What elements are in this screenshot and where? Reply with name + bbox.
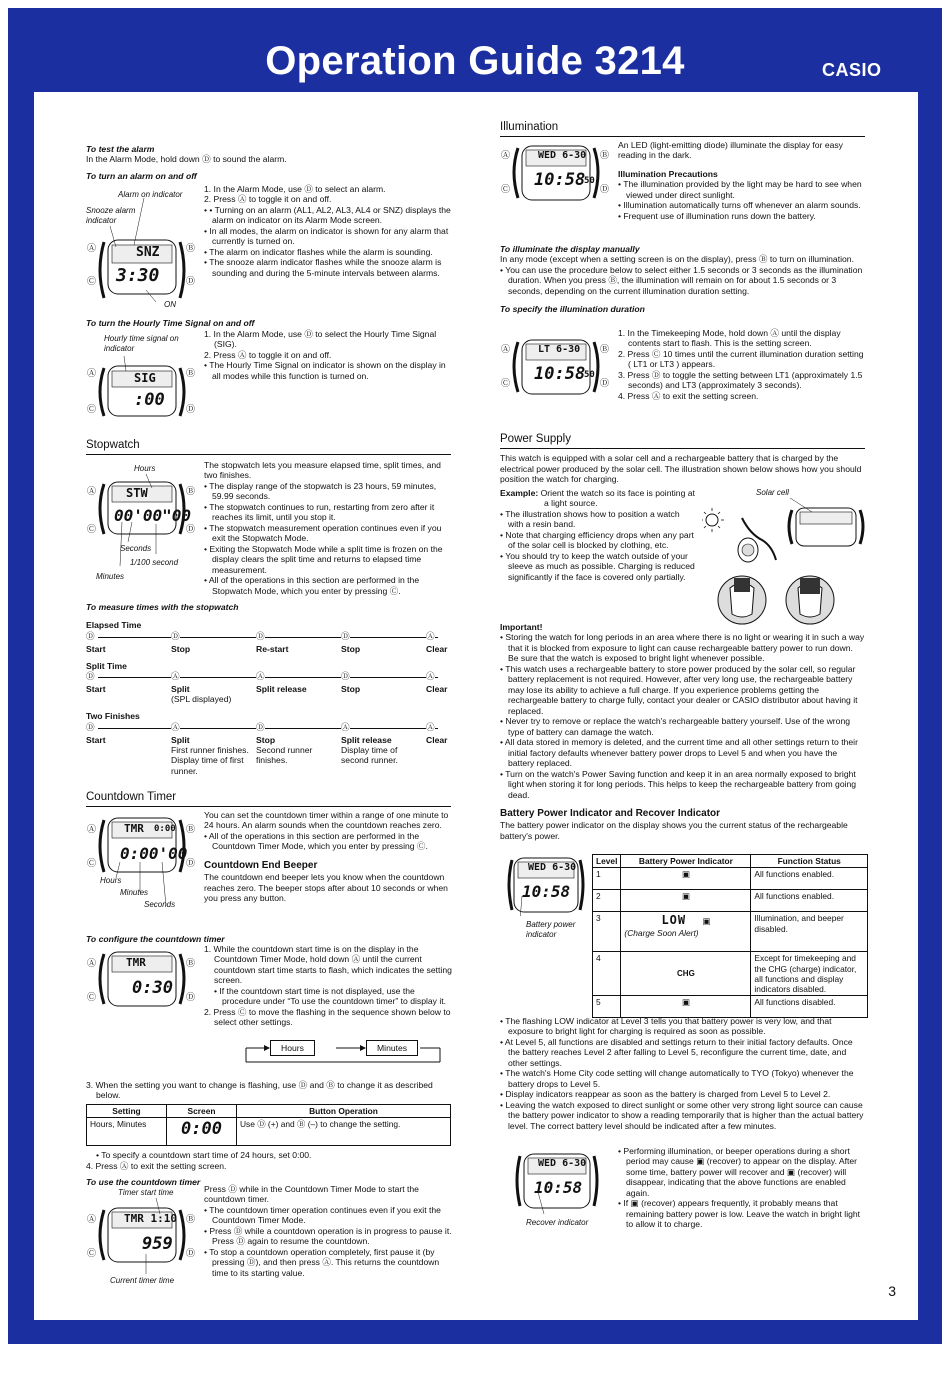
after-step: 4. Press Ⓐ to exit the setting screen.	[86, 1160, 227, 1171]
flow-action: Stop	[341, 684, 361, 695]
dur-lcd-top: LT 6-30	[538, 344, 581, 355]
two-finishes-label: Two Finishes	[86, 711, 140, 722]
flow-button: Ⓐ	[171, 671, 180, 682]
flow-button: Ⓐ	[426, 721, 435, 732]
flow-action: Start	[86, 684, 106, 695]
alarm-watch-figure	[86, 190, 198, 310]
solar-illustration	[702, 488, 868, 628]
config-watch-figure	[86, 948, 206, 1018]
flow-button: Ⓓ	[341, 671, 350, 682]
step3-text: 3. When the setting you want to change is flashing, use Ⓓ and Ⓑ to change it as described below.	[86, 1080, 433, 1101]
battery-table	[592, 854, 868, 1018]
stopwatch-lcd-main: 00'00"00	[114, 506, 192, 525]
stopwatch-intro: The stopwatch lets you measure elapsed time, split times, and two finishes.	[204, 460, 441, 481]
svg-text:Ⓐ: Ⓐ	[87, 1215, 97, 1225]
stopwatch-lcd-top: STW	[126, 486, 148, 500]
flow-action: Start	[86, 643, 106, 654]
flow-action: Stop	[341, 643, 361, 654]
illum-lcd-sec: 50	[584, 176, 595, 186]
use-bullet: • Press Ⓓ while a countdown operation is in progress to pause it. Press Ⓓ again to resume the countdown.	[204, 1226, 452, 1247]
dur-step: 2. Press Ⓒ 10 times until the current illumination duration setting ( LT1 or LT3 ) appears.	[618, 348, 864, 370]
split-label: Split Time	[86, 660, 127, 671]
hourly-lcd-main: :00	[134, 390, 165, 410]
table-cell: Use Ⓓ (+) and Ⓑ (–) to change the setting.	[237, 1118, 451, 1146]
hourly-step-3: • The Hourly Time Signal on indicator is shown on the display in all modes while this function is turned on.	[204, 360, 446, 381]
illum-lcd-top: WED 6-30	[538, 150, 587, 161]
alarm-steps	[204, 184, 452, 278]
svg-text:Ⓒ: Ⓒ	[87, 525, 97, 535]
power-title: Power Supply	[500, 432, 865, 449]
low-indicator: LOW	[661, 913, 687, 928]
two-note: First runner finishes. Display time of first runner.	[171, 744, 249, 776]
flow-button: Ⓐ	[171, 721, 180, 732]
table-cell: Except for timekeeping and the CHG (charge) indicator, all functions and display indicators disabled.	[751, 952, 868, 996]
illum-lcd-main: 10:58	[534, 170, 586, 190]
table-cell: Illumination, and beeper disabled.	[751, 912, 868, 952]
sequence-diagram	[244, 1040, 442, 1066]
hourly-watch-figure	[86, 334, 198, 424]
after-note: • To specify a countdown start time of 24 hours, set 0:00.	[96, 1150, 312, 1161]
measure-title: To measure times with the stopwatch	[86, 602, 239, 612]
svg-text:Ⓐ: Ⓐ	[87, 487, 97, 497]
recover-lcd-top: WED 6-30	[538, 1158, 587, 1169]
svg-text:Ⓒ: Ⓒ	[501, 185, 511, 195]
flow-arrow	[98, 637, 438, 638]
flow-button: Ⓐ	[341, 721, 350, 732]
brand-logo: CASIO	[822, 60, 882, 80]
flow-action: Clear	[426, 734, 448, 745]
important-bullet: • Never try to remove or replace the watch's rechargeable battery yourself. Use of the wrong type of battery can damage the watch.	[500, 716, 865, 737]
svg-text:Ⓐ: Ⓐ	[501, 151, 511, 161]
recover-text	[618, 1146, 866, 1230]
manual-text: In any mode (except when a setting screen is on the display), press Ⓑ to turn on illumination.	[500, 254, 854, 265]
elapsed-flow	[86, 631, 451, 655]
svg-text:Ⓑ: Ⓑ	[186, 369, 196, 379]
page-title: Operation Guide 3214	[265, 39, 685, 83]
bpi-lcd-top: WED 6-30	[528, 862, 577, 873]
table-cell: Hours, Minutes	[87, 1118, 167, 1146]
flow-action: Clear	[426, 643, 448, 654]
svg-text:Ⓐ: Ⓐ	[87, 369, 97, 379]
flow-button: Ⓓ	[256, 630, 265, 641]
use-intro: Press Ⓓ while in the Countdown Timer Mode to start the countdown timer.	[204, 1184, 419, 1205]
flow-action: Start	[86, 734, 106, 745]
dur-step: 1. In the Timekeeping Mode, hold down Ⓐ until the display contents start to flash. This is the setting screen.	[618, 328, 841, 349]
minutes-caption: Minutes	[96, 572, 125, 581]
bpi-title: Battery Power Indicator and Recover Indicator	[500, 808, 721, 820]
svg-text:Ⓓ: Ⓓ	[186, 277, 196, 287]
countdown-lcd-top2: 0:00	[154, 824, 176, 834]
alarm-lcd-main: 3:30	[116, 265, 160, 286]
important-bullet: • All data stored in memory is deleted, and the current time and all other settings return to their initial factory defaults whenever battery power drops to Level 5 and when you have the battery replaced.	[500, 737, 865, 768]
recover-bullet: • Performing illumination, or beeper operations during a short period may cause ▣ (recover) to appear on the display. After some time, battery power will recover and ▣ (recover) will disappear, indicating that the above functions are enabled again.	[618, 1146, 866, 1198]
svg-text:Ⓓ: Ⓓ	[186, 859, 196, 869]
table-cell: 5	[593, 996, 621, 1018]
config-section	[86, 934, 451, 944]
table-cell: 0:00	[167, 1118, 237, 1146]
config-steps	[204, 944, 452, 1028]
countdown-lcd-top: TMR	[124, 822, 144, 835]
battery-icon: ▣	[621, 996, 751, 1018]
important-section	[500, 622, 865, 841]
flow-action: Split release	[256, 684, 307, 695]
stopwatch-section	[86, 438, 451, 459]
table-head: Level	[593, 855, 621, 868]
power-section	[500, 432, 865, 484]
important-bullet: • This watch uses a rechargeable battery to store power produced by the solar cell, so regular battery replacement is not required. However, after very long use, the rechargeable battery may lose its ability to achieve a full charge. If you experience problems getting the rechargeable battery to charge fully, contact your dealer or CASIO distributor about having it replaced.	[500, 664, 865, 716]
charge-soon-note: (Charge Soon Alert)	[624, 927, 699, 938]
svg-text:Ⓓ: Ⓓ	[600, 185, 610, 195]
manual-title: To illuminate the display manually	[500, 244, 640, 254]
two-note: Display time of second runner.	[341, 744, 398, 766]
page-number: 3	[888, 1282, 896, 1299]
illum-intro: An LED (light-emitting diode) illuminate the display for easy reading in the dark.	[618, 140, 843, 161]
seq-minutes: Minutes	[366, 1040, 418, 1056]
table-cell: 4	[593, 952, 621, 996]
svg-text:Ⓓ: Ⓓ	[186, 525, 196, 535]
flow-action: Re-start	[256, 643, 289, 654]
hours-caption: Hours	[134, 464, 156, 473]
table-head: Battery Power Indicator	[621, 855, 751, 868]
alarm-on-caption: Alarm on indicator	[118, 190, 183, 199]
table-head: Screen	[167, 1104, 237, 1117]
svg-text:Ⓑ: Ⓑ	[600, 151, 610, 161]
seq-hours: Hours	[270, 1040, 315, 1056]
snooze-caption: Snooze alarm indicator	[86, 206, 136, 225]
illum-text	[618, 140, 866, 221]
solar-caption: Solar cell	[756, 488, 789, 497]
minutes-caption: Minutes	[120, 888, 149, 897]
stopwatch-bullet: • The stopwatch measurement operation continues even if you exit the Stopwatch Mode.	[204, 523, 452, 544]
use-bullet: • The countdown timer operation continues even if you exit the Countdown Timer Mode.	[204, 1205, 452, 1226]
bpi-text: The battery power indicator on the display shows you the current status of the rechargeable battery's power.	[500, 820, 848, 841]
manual-section	[500, 244, 865, 315]
setting-table	[86, 1104, 451, 1146]
prec-bullet: • Frequent use of illumination runs down the battery.	[618, 211, 866, 221]
flow-button: Ⓐ	[426, 671, 435, 682]
battery-note: • The watch's Home City code setting will change automatically to TYO (Tokyo) whenever the battery drops to Level 5.	[500, 1068, 865, 1089]
countdown-text	[204, 810, 452, 904]
stopwatch-watch-figure	[86, 462, 206, 582]
countdown-bullet-text: All of the operations in this section are performed in the Countdown Timer Mode, which you enter by pressing Ⓒ.	[208, 830, 428, 852]
config-step-1: 1. While the countdown start time is on the display in the Countdown Timer Mode, hold down Ⓐ until the current countdown start time starts to flash, which indicates the setting screen.	[204, 944, 452, 986]
example-label: Example:	[500, 488, 539, 498]
page-sheet	[34, 92, 918, 1320]
flow-button: Ⓓ	[171, 630, 180, 641]
table-head: Setting	[87, 1104, 167, 1117]
elapsed-label: Elapsed Time	[86, 620, 142, 631]
use-lcd-top: TMR 1:10	[124, 1212, 177, 1225]
table-cell: All functions enabled.	[751, 868, 868, 890]
hourly-section	[86, 318, 451, 328]
alarm-test-title: To test the alarm	[86, 144, 155, 154]
example-body: Orient the watch so its face is pointing at a light source.	[540, 488, 695, 509]
bpi-lcd-main: 10:58	[522, 882, 571, 901]
table-cell: 3	[593, 912, 621, 952]
flow-arrow	[98, 677, 438, 678]
hourly-lcd-top: SIG	[134, 371, 156, 385]
svg-text:Ⓒ: Ⓒ	[87, 859, 97, 869]
two-note: Second runner finishes.	[256, 744, 313, 766]
two-finishes-flow	[86, 722, 451, 778]
use-title: To use the countdown timer	[86, 1177, 201, 1188]
alarm-test-text: In the Alarm Mode, hold down Ⓓ to sound the alarm.	[86, 154, 287, 165]
power-intro: This watch is equipped with a solar cell and a rechargeable battery that is charged by the electrical power produced by the solar cell. The illustration shown below shows how you should position the watch for charging.	[500, 453, 862, 484]
duration-steps	[618, 328, 866, 401]
dur-lcd-main: 10:58	[534, 364, 586, 384]
flow-action: Split	[171, 734, 190, 745]
config-lcd-top: TMR	[126, 956, 146, 969]
battery-notes	[500, 1016, 865, 1131]
svg-text:Ⓓ: Ⓓ	[186, 1249, 196, 1259]
battery-note: • At Level 5, all functions are disabled and settings return to their initial factory defaults. Once the battery reaches Level 2 after falling to Level 5, reconfigure the current time, date, and other settings.	[500, 1037, 865, 1068]
table-head: Button Operation	[237, 1104, 451, 1117]
table-cell: All functions enabled.	[751, 890, 868, 912]
flow-button: Ⓓ	[256, 721, 265, 732]
stopwatch-title: Stopwatch	[86, 438, 451, 455]
current-caption: Current timer time	[110, 1276, 175, 1285]
sun-watch-drawing	[702, 488, 868, 628]
recover-lcd-main: 10:58	[534, 1178, 583, 1197]
prec-bullet: • Illumination automatically turns off whenever an alarm sounds.	[618, 200, 866, 210]
use-text	[204, 1184, 452, 1278]
hourly-step-1: 1. In the Alarm Mode, use Ⓓ to select the Hourly Time Signal (SIG).	[204, 329, 437, 350]
alarm-note-4: • The snooze alarm indicator flashes while the snooze alarm is sounding and during the 5-minute intervals between alarms.	[204, 257, 442, 278]
use-watch-figure	[86, 1188, 206, 1288]
measure-section	[86, 602, 451, 778]
recover-watch-figure	[504, 1152, 614, 1232]
svg-text:Ⓐ: Ⓐ	[87, 825, 97, 835]
beeper-title: Countdown End Beeper	[204, 859, 318, 871]
svg-text:Ⓑ: Ⓑ	[186, 244, 196, 254]
battery-note: • Leaving the watch exposed to direct sunlight or some other very strong light source can cause the battery power indicator to show a reading temporarily that is higher than the actual battery level. The correct battery level should be indicated after a few minutes.	[500, 1100, 865, 1131]
illumination-section	[500, 120, 865, 141]
svg-text:Ⓓ: Ⓓ	[600, 379, 610, 389]
recover-caption: Recover indicator	[526, 1218, 589, 1227]
recover-bullet: • If ▣ (recover) appears frequently, it probably means that remaining battery power is low. Leave the watch in bright light to allow it to charge.	[618, 1198, 866, 1229]
stopwatch-text	[204, 460, 452, 596]
table-cell: All functions disabled.	[751, 996, 868, 1018]
flow-button: Ⓓ	[341, 630, 350, 641]
seconds-caption: Seconds	[144, 900, 176, 909]
config-step3	[86, 1080, 451, 1188]
start-caption: Timer start time	[118, 1188, 174, 1197]
left-column	[86, 144, 451, 181]
duration-title: To specify the illumination duration	[500, 304, 645, 315]
use-bullet: • To stop a countdown operation completely, first pause it (by pressing Ⓓ), and then press Ⓐ. This returns the countdown time to its starting value.	[204, 1247, 452, 1278]
split-note: (SPL displayed)	[171, 694, 232, 705]
countdown-section	[86, 790, 451, 811]
svg-text:Ⓒ: Ⓒ	[87, 277, 97, 287]
battery-icon: ▣	[621, 890, 751, 912]
flow-action: Stop	[171, 643, 191, 654]
seconds-caption: Seconds	[120, 544, 152, 553]
flow-button: Ⓐ	[426, 630, 435, 641]
table-cell: 1	[593, 868, 621, 890]
flow-action: Clear	[426, 684, 448, 695]
bpi-caption: Battery power indicator	[526, 920, 576, 939]
stopwatch-bullet: • The display range of the stopwatch is 23 hours, 59 minutes, 59.99 seconds.	[204, 481, 452, 502]
alarm-note-2: • In all modes, the alarm on indicator is shown for any alarm that currently is turned on.	[204, 225, 449, 247]
config-title: To configure the countdown timer	[86, 934, 225, 944]
countdown-title: Countdown Timer	[86, 790, 451, 807]
alarm-step-2: 2. Press Ⓐ to toggle it on and off.	[204, 194, 332, 205]
example-text	[500, 488, 696, 582]
power-bullet: • The illustration shows how to position a watch with a resin band.	[500, 509, 696, 530]
hourly-caption: Hourly time signal on indicator	[104, 334, 179, 353]
alarm-note-3: • The alarm on indicator flashes while the alarm is sounding.	[204, 246, 433, 257]
battery-icon: ▣	[702, 916, 711, 927]
svg-text:Ⓑ: Ⓑ	[186, 959, 196, 969]
battery-note: • The flashing LOW indicator at Level 3 tells you that battery power is very low, and that exposure to bright light for charging is required as soon as possible.	[500, 1016, 865, 1037]
stopwatch-bullet: • The stopwatch continues to run, restarting from zero after it reaches its limit, until you stop it.	[204, 502, 452, 523]
alarm-note	[204, 205, 452, 226]
dur-lcd-sec: 50	[584, 370, 595, 380]
alarm-step-1: 1. In the Alarm Mode, use Ⓓ to select an alarm.	[204, 184, 386, 194]
low-indicator-cell	[621, 912, 751, 952]
svg-text:Ⓓ: Ⓓ	[186, 993, 196, 1003]
svg-text:Ⓐ: Ⓐ	[501, 345, 511, 355]
hourly-step-2: 2. Press Ⓐ to toggle it on and off.	[204, 349, 332, 360]
illum-watch-figure	[500, 144, 612, 204]
flow-arrow	[98, 728, 438, 729]
svg-text:Ⓓ: Ⓓ	[186, 405, 196, 415]
manual-bullet: • You can use the procedure below to select either 1.5 seconds or 3 seconds as the illumination duration. When you press Ⓑ, the illumination will remain on for about 1.5 seconds or 3 seconds, depending on the current illumination duration setting.	[500, 265, 865, 296]
svg-text:Ⓒ: Ⓒ	[87, 1249, 97, 1259]
hourly-steps	[204, 329, 452, 381]
chg-indicator: CHG	[677, 969, 695, 979]
stopwatch-bullet: • Exiting the Stopwatch Mode while a split time is frozen on the display clears the split time and returns to elapsed time measurement.	[204, 544, 452, 575]
svg-text:Ⓒ: Ⓒ	[501, 379, 511, 389]
on-caption: ON	[164, 300, 176, 309]
dur-step: 3. Press Ⓓ to toggle the setting between LT1 (approximately 1.5 seconds) and LT3 (approximately 3 seconds).	[618, 369, 863, 391]
hundredths-caption: 1/100 second	[130, 558, 179, 567]
battery-icon: ▣	[621, 868, 751, 890]
flow-action: Split release	[341, 734, 392, 745]
svg-text:Ⓑ: Ⓑ	[186, 487, 196, 497]
table-head: Function Status	[751, 855, 868, 868]
svg-text:Ⓐ: Ⓐ	[87, 244, 97, 254]
flow-action: Split	[171, 684, 190, 695]
countdown-watch-figure	[86, 812, 206, 922]
duration-watch-figure	[500, 338, 612, 398]
important-title: Important!	[500, 622, 543, 632]
beeper-text: The countdown end beeper lets you know when the countdown reaches zero. The beeper stops after about 10 seconds or when you press any button.	[204, 872, 448, 904]
svg-text:Ⓑ: Ⓑ	[186, 1215, 196, 1225]
flow-button: Ⓓ	[86, 671, 95, 682]
alarm-lcd-top: SNZ	[136, 245, 160, 260]
flow-button: Ⓓ	[86, 721, 95, 732]
flow-action: Stop	[256, 734, 276, 745]
alarm-turn-title: To turn an alarm on and off	[86, 170, 197, 181]
alarm-note-text: • Turning on an alarm (AL1, AL2, AL3, AL4 or SNZ) displays the alarm on indicator on its Alarm Mode screen.	[209, 204, 451, 226]
config-step-note: • If the countdown start time is not displayed, use the procedure under “To use the countdown timer” to display it.	[214, 985, 447, 1007]
example	[500, 488, 696, 509]
power-bullet: • Note that charging efficiency drops when any part of the solar cell is blocked by clothing, etc.	[500, 530, 696, 551]
svg-text:Ⓑ: Ⓑ	[186, 825, 196, 835]
hourly-title: To turn the Hourly Time Signal on and off	[86, 318, 255, 328]
flow-button: Ⓐ	[256, 671, 265, 682]
svg-text:Ⓑ: Ⓑ	[600, 345, 610, 355]
stopwatch-bullet: • All of the operations in this section are performed in the Stopwatch Mode, which you enter by pressing Ⓒ.	[204, 575, 452, 596]
svg-text:Ⓒ: Ⓒ	[87, 405, 97, 415]
dur-step: 4. Press Ⓐ to exit the setting screen.	[618, 390, 759, 401]
config-lcd-main: 0:30	[132, 978, 173, 998]
countdown-lcd-main: 0:00'00	[120, 844, 188, 863]
important-bullet: • Storing the watch for long periods in an area where there is no light or wearing it in such a way that it is blocked from exposure to light can cause rechargeable battery power to run down. Be sure that the watch is exposed to bright light whenever possible.	[500, 632, 865, 663]
svg-text:Ⓒ: Ⓒ	[87, 993, 97, 1003]
config-step-2: 2. Press Ⓒ to move the flashing in the sequence shown below to select other settings.	[204, 1006, 451, 1028]
split-flow	[86, 671, 451, 705]
flow-button: Ⓓ	[86, 630, 95, 641]
important-bullet: • Turn on the watch's Power Saving function and keep it in an area normally exposed to bright light when storing it for long periods. This helps to keep the rechargeable battery from going dead.	[500, 769, 865, 800]
use-lcd-main: 959	[142, 1234, 173, 1254]
illumination-title: Illumination	[500, 120, 865, 137]
prec-bullet: • The illumination provided by the light may be hard to see when viewed under direct sunlight.	[618, 179, 866, 200]
power-bullet: • You should try to keep the watch outside of your sleeve as much as possible. Charging is reduced significantly if the face is covered only partially.	[500, 551, 696, 582]
countdown-bullet: • All of the operations in this section are performed in the Countdown Timer Mode, which you enter by pressing Ⓒ.	[204, 830, 428, 852]
table-cell: 2	[593, 890, 621, 912]
bpi-watch-figure	[500, 856, 590, 946]
svg-text:Ⓐ: Ⓐ	[87, 959, 97, 969]
countdown-intro: You can set the countdown timer within a range of one minute to 24 hours. An alarm sounds when the countdown reaches zero.	[204, 810, 449, 831]
hours-caption: Hours	[100, 876, 122, 885]
prec-title: Illumination Precautions	[618, 168, 718, 179]
battery-note: • Display indicators reappear as soon as the battery is charged from Level 5 to Level 2.	[500, 1089, 865, 1099]
